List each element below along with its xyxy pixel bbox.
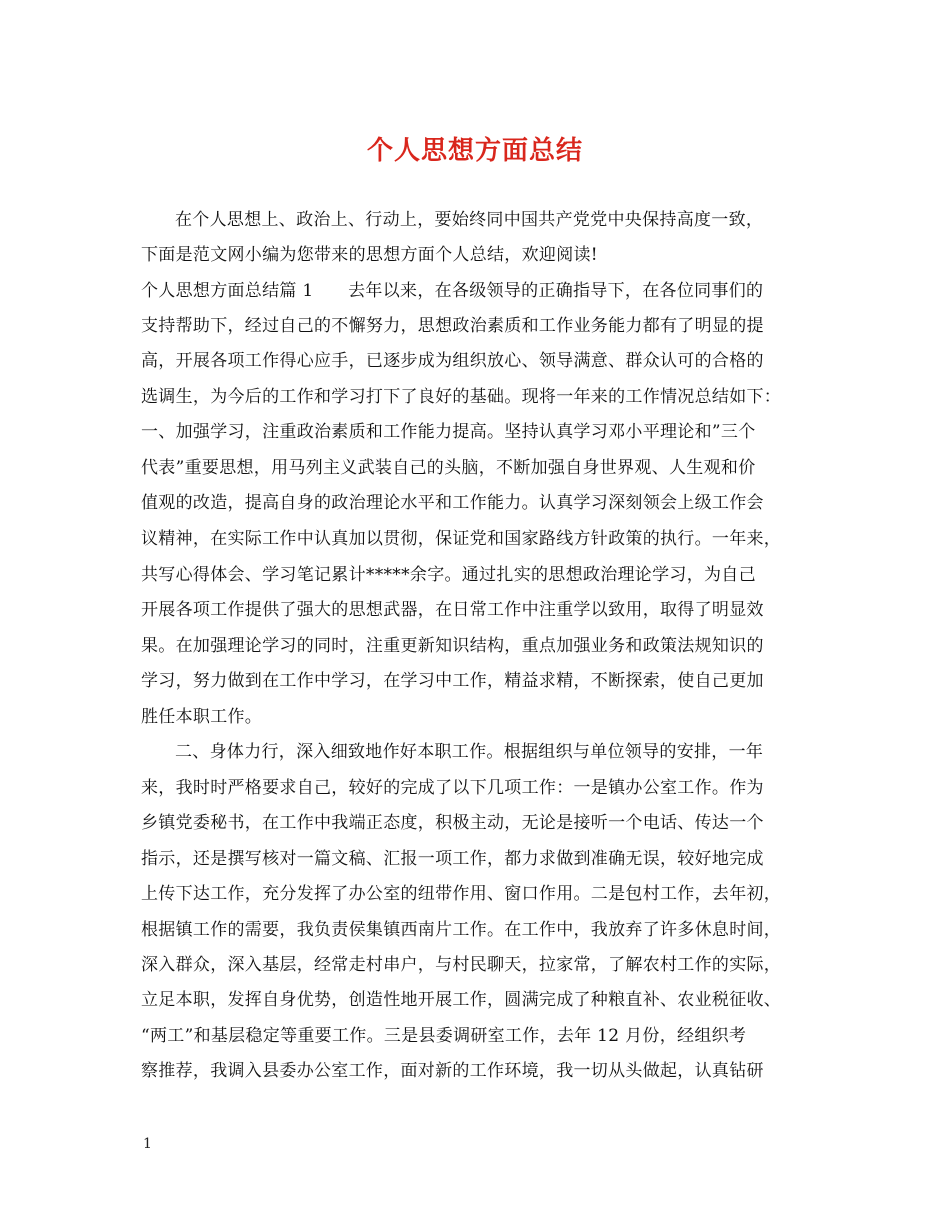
page-number: 1 bbox=[143, 1136, 152, 1152]
paragraph-line: 开展各项工作提供了强大的思想武器，在日常工作中注重学以致用，取得了明显效 bbox=[141, 600, 764, 620]
paragraph-line: 下面是范文网小编为您带来的思想方面个人总结，欢迎阅读! bbox=[141, 245, 598, 265]
paragraph-line: 立足本职，发挥自身优势，创造性地开展工作，圆满完成了种粮直补、农业税征收、 bbox=[141, 990, 782, 1010]
paragraph-line: 来，我时时严格要求自己，较好的完成了以下几项工作：一是镇办公室工作。作为 bbox=[141, 778, 764, 798]
paragraph-line: 共写心得体会、学习笔记累计*****余字。通过扎实的思想政治理论学习，为自己 bbox=[141, 565, 756, 585]
paragraph-line: 察推荐，我调入县委办公室工作，面对新的工作环境，我一切从头做起，认真钻研 bbox=[141, 1061, 764, 1081]
paragraph-line: 支持帮助下，经过自己的不懈努力，思想政治素质和工作业务能力都有了明显的提 bbox=[141, 316, 764, 336]
paragraph-line: 议精神，在实际工作中认真加以贯彻，保证党和国家路线方针政策的执行。一年来， bbox=[141, 529, 782, 549]
paragraph-line: 上传下达工作，充分发挥了办公室的纽带作用、窗口作用。二是包村工作，去年初， bbox=[141, 884, 782, 904]
paragraph-line: 值观的改造，提高自身的政治理论水平和工作能力。认真学习深刻领会上级工作会 bbox=[141, 493, 764, 513]
paragraph-line: 胜任本职工作。 bbox=[141, 707, 263, 727]
paragraph-line: 指示，还是撰写核对一篇文稿、汇报一项工作，都力求做到准确无误，较好地完成 bbox=[141, 849, 764, 869]
paragraph-line: 二、身体力行，深入细致地作好本职工作。根据组织与单位领导的安排，一年 bbox=[175, 742, 764, 762]
paragraph-line: 个人思想方面总结篇 1 去年以来，在各级领导的正确指导下，在各位同事们的 bbox=[141, 281, 764, 301]
paragraph-line: 选调生，为今后的工作和学习打下了良好的基础。现将一年来的工作情况总结如下： bbox=[141, 387, 782, 407]
paragraph-line: 一、加强学习，注重政治素质和工作能力提高。坚持认真学习邓小平理论和”三个 bbox=[141, 422, 756, 442]
paragraph-line: 代表”重要思想，用马列主义武装自己的头脑，不断加强自身世界观、人生观和价 bbox=[141, 458, 756, 478]
paragraph-line: 乡镇党委秘书，在工作中我端正态度，积极主动，无论是接听一个电话、传达一个 bbox=[141, 813, 764, 833]
paragraph-line: 果。在加强理论学习的同时，注重更新知识结构，重点加强业务和政策法规知识的 bbox=[141, 636, 764, 656]
paragraph-line: 高，开展各项工作得心应手，已逐步成为组织放心、领导满意、群众认可的合格的 bbox=[141, 351, 764, 371]
paragraph-line: “两工”和基层稳定等重要工作。三是县委调研室工作，去年 12 月份，经组织考 bbox=[141, 1026, 747, 1046]
document-title: 个人思想方面总结 bbox=[366, 136, 583, 166]
paragraph-line: 学习，努力做到在工作中学习，在学习中工作，精益求精，不断探索，使自己更加 bbox=[141, 671, 764, 691]
paragraph-line: 在个人思想上、政治上、行动上，要始终同中国共产党党中央保持高度一致， bbox=[175, 210, 764, 230]
paragraph-line: 根据镇工作的需要，我负责侯集镇西南片工作。在工作中，我放弃了许多休息时间， bbox=[141, 920, 782, 940]
paragraph-line: 深入群众，深入基层，经常走村串户，与村民聊天，拉家常，了解农村工作的实际， bbox=[141, 955, 782, 975]
